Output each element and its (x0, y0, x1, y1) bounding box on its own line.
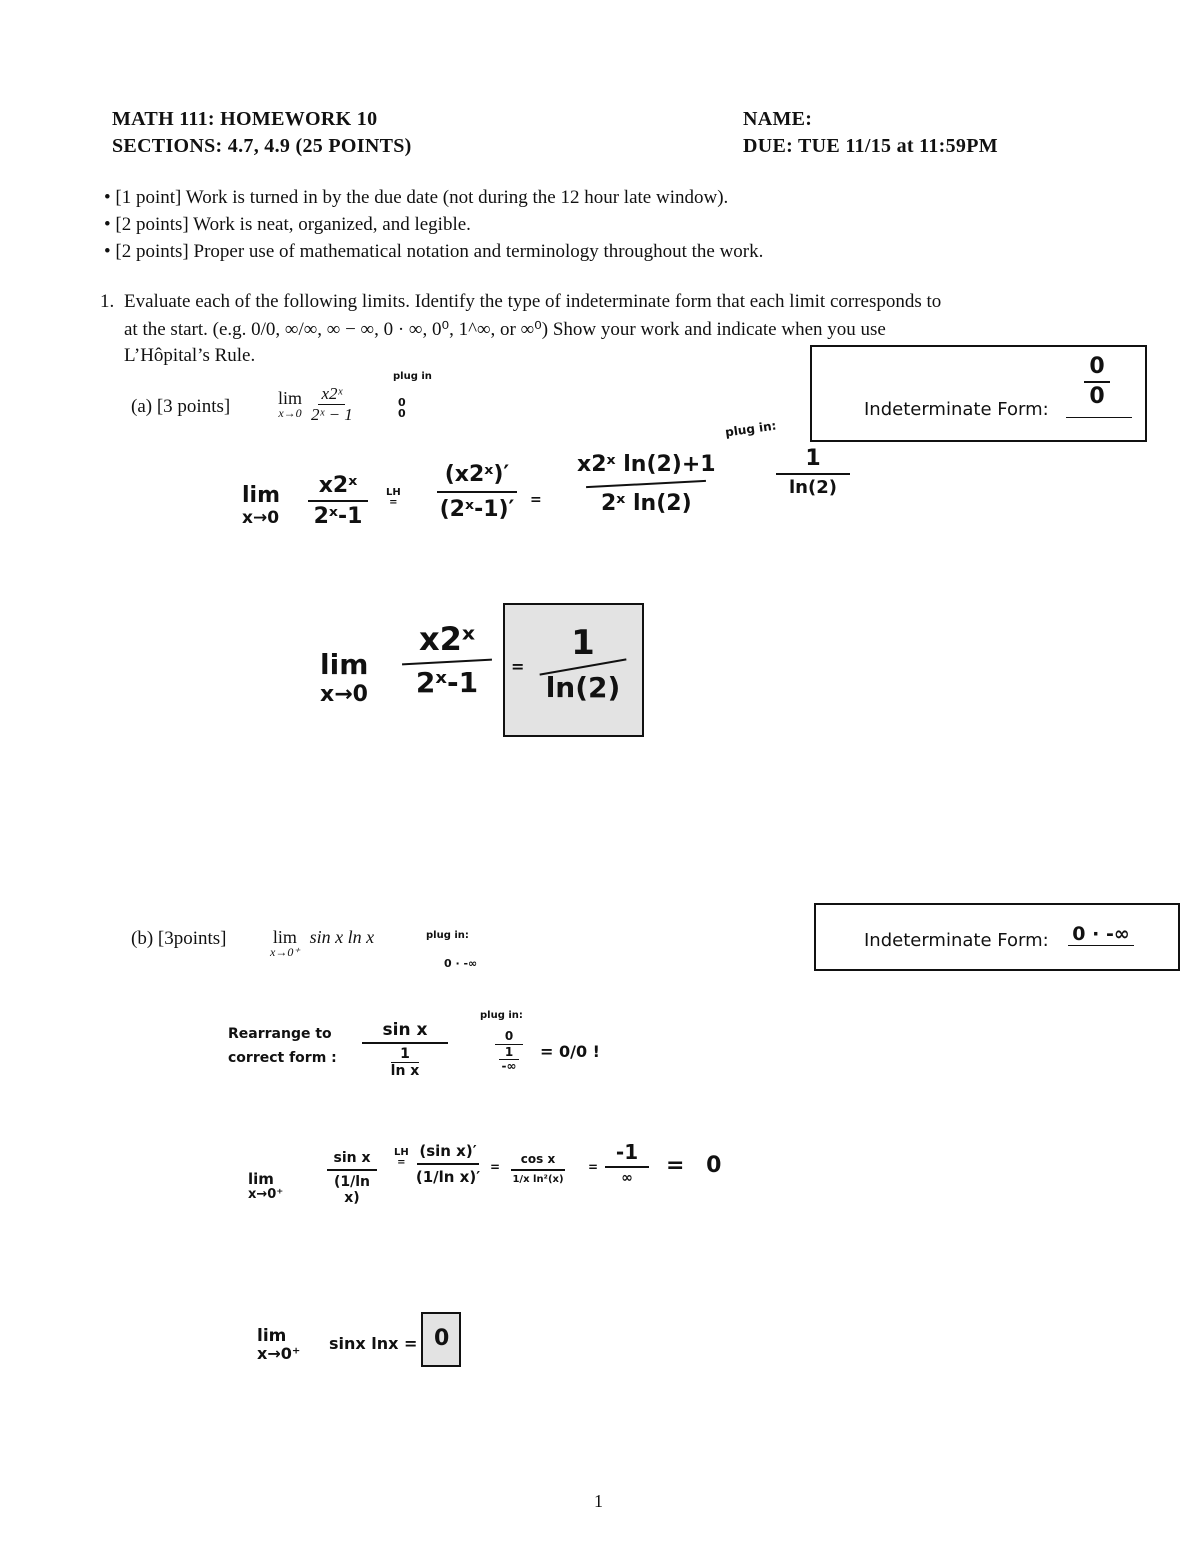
indeterminate-label: Indeterminate Form: (864, 930, 1049, 951)
problem-text-line-3: L’Hôpital’s Rule. (124, 345, 256, 366)
part-b-indeterminate-box (814, 903, 1180, 971)
part-b-plug-note: plug in: (426, 930, 469, 941)
page-number: 1 (594, 1491, 603, 1511)
a-work-plug-in: plug in: (724, 418, 778, 440)
a-work-step2: x2ˣ ln(2)+1 2ˣ ln(2) (577, 452, 716, 516)
name-label: NAME: (743, 108, 813, 130)
a-final-lim: lim x→0 (320, 648, 369, 707)
b-plug2-frac: 0 1 -∞ (494, 1030, 524, 1073)
b-rearrange-note: Rearrange to correct form : (228, 1026, 337, 1066)
a-final-eq: = (511, 657, 525, 676)
problem-number: 1. (100, 291, 115, 312)
due-date: DUE: TUE 11/15 at 11:59PM (743, 135, 998, 157)
b-work-derivs: (sin x)′ (1/ln x)′ (415, 1142, 481, 1186)
b-final-answer: 0 (434, 1326, 450, 1351)
a-work-step1: (x2ˣ)′ (2ˣ-1)′ (437, 462, 517, 522)
course-title: MATH 111: HOMEWORK 10 (112, 108, 378, 130)
a-work-lh: LH = (386, 487, 401, 508)
b-final-expr: sinx lnx = (329, 1334, 418, 1353)
b-plug2-note: plug in: (480, 1010, 523, 1021)
part-a-label: (a) [3 points] (131, 396, 231, 417)
b-work-lim: lim x→0⁺ (248, 1170, 284, 1202)
b-final-lim: lim x→0⁺ (257, 1326, 301, 1363)
rubric-item-3: • [2 points] Proper use of mathematical notation and terminology throughout the work. (104, 241, 764, 262)
a-work-lim: lim x→0 (242, 483, 281, 528)
problem-text-line-2: at the start. (e.g. 0/0, ∞/∞, ∞ − ∞, 0 · ∞, 0⁰, 1^∞, or ∞⁰) Show your work and indicate when you use (124, 319, 886, 340)
b-work-frac: sin x (1/ln x) (326, 1150, 378, 1206)
b-work-simplified-2: -1 ∞ (604, 1140, 650, 1186)
a-work-result: 1 ln(2) (776, 446, 850, 498)
b-work-lh: LH = (394, 1147, 409, 1168)
b-plug2-result: = 0/0 ! (540, 1042, 600, 1061)
b-work-eq-1: = (490, 1160, 501, 1174)
b-rearranged-frac: sin x 1 ln x (362, 1020, 448, 1079)
part-a-limit: lim x→0 $\frac{\text{x2ˣ}}{\text{2ˣ − 1}}$ (278, 384, 353, 424)
part-a-plug-note: plug in (393, 371, 432, 382)
part-a-plug-frac: 0 0 (398, 396, 406, 420)
indeterminate-label: Indeterminate Form: (864, 399, 1049, 420)
rubric-item-1: • [1 point] Work is turned in by the due date (not during the 12 hour late window). (104, 187, 729, 208)
b-work-eq-2: = (588, 1160, 599, 1174)
b-final-answer-box (421, 1312, 461, 1367)
part-b-limit: lim x→0⁺ sin x ln x (270, 927, 375, 959)
a-final-frac: x2ˣ 2ˣ-1 (402, 620, 492, 699)
rubric-item-2: • [2 points] Work is neat, organized, and legible. (104, 214, 471, 235)
b-work-result: = 0 (666, 1153, 722, 1178)
part-b-indet-answer: 0 · -∞ (1068, 923, 1134, 946)
part-a-indet-answer: 0 0 (1064, 353, 1130, 411)
a-final-answer-box (503, 603, 644, 737)
a-final-answer: 1 ln(2) (533, 623, 633, 704)
part-a-indeterminate-box (810, 345, 1147, 442)
problem-text-line-1: Evaluate each of the following limits. Identify the type of indeterminate form that each limit corresponds to (124, 291, 942, 312)
part-b-plug-form: 0 · -∞ (444, 957, 478, 970)
sections-line: SECTIONS: 4.7, 4.9 (25 POINTS) (112, 135, 412, 157)
a-work-eq-1: = (530, 492, 542, 508)
a-work-frac: x2ˣ 2ˣ-1 (308, 473, 368, 529)
b-work-simplified: cos x 1/x ln²(x) (512, 1152, 564, 1185)
part-b-label: (b) [3points] (131, 928, 227, 949)
